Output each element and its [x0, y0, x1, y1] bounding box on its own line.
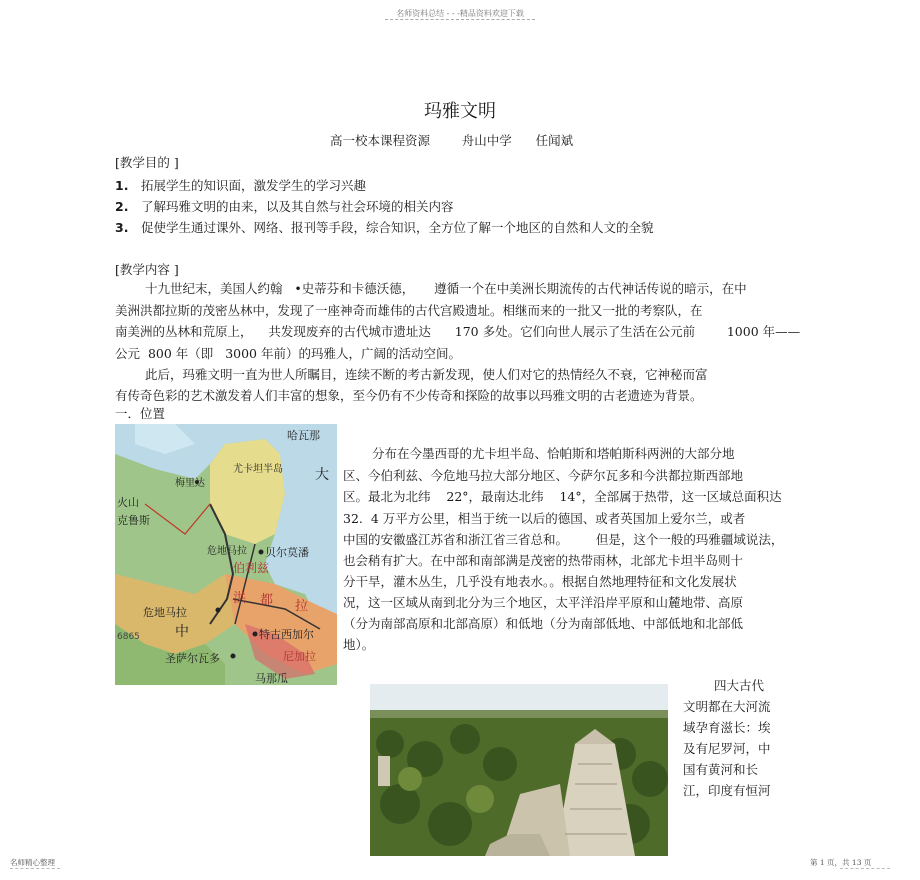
side-text-line: 域孕育滋长：埃	[683, 720, 771, 735]
paragraph-line: 美洲洪都拉斯的茂密丛林中，发现了一座神奇而雄伟的古代宫殿遗址。相继而来的一批又一批的考察队，在	[115, 303, 703, 318]
footer-divider	[840, 868, 890, 869]
objective-item	[115, 218, 654, 236]
header-divider	[385, 19, 535, 20]
map-graphic	[115, 424, 337, 685]
map-label: 梅里达	[175, 478, 205, 489]
map-label: 伯利兹	[233, 561, 270, 575]
objective-number: 2.	[115, 199, 129, 214]
objective-item	[115, 176, 366, 194]
paragraph-line: 区、今伯利兹、今危地马拉大部分地区、今萨尔瓦多和今洪都拉斯西部地	[343, 468, 744, 483]
paragraph-line: 南美洲的丛林和荒原上， 共发现废弃的古代城市遗址达 170 多处。它们向世人展示了生活在公元前 1000 年——	[115, 324, 801, 339]
map-label: 危地马拉	[143, 606, 187, 619]
map-label: 哈瓦那	[287, 429, 320, 442]
map-label: 马那瓜	[255, 672, 288, 685]
paragraph-line: 分干旱，灌木丛生，几乎没有地表水。。根据自然地理特征和文化发展状	[343, 574, 737, 589]
side-text-line: 文明都在大河流	[683, 699, 771, 714]
paragraph-line: 公元 800 年（即 3000 年前）的玛雅人，广阔的活动空间。	[115, 346, 461, 361]
map-label: 都	[260, 593, 274, 608]
paragraph-line: 中国的安徽盛江苏省和浙江省三省总和。 但是，这个一般的玛雅疆域说法，	[343, 532, 784, 547]
paragraph-line: （分为南部高原和北部高原）和低地（分为南部低地、中部低地和北部低	[343, 616, 744, 631]
objective-item	[115, 197, 454, 215]
objective-text: 拓展学生的知识面，激发学生的学习兴趣	[141, 178, 367, 193]
side-text-line: 江，印度有恒河	[683, 783, 771, 798]
paragraph-line: 区。最北为北纬 22°，最南达北纬 14°，全部属于热带，这一区域总面积达	[343, 489, 782, 504]
objective-number: 3.	[115, 220, 129, 235]
map-image	[115, 424, 337, 685]
paragraph-line: 此后，玛雅文明一直为世人所瞩目，连续不断的考古新发现，使人们对它的热情经久不衰，它神秘而富	[145, 367, 708, 382]
map-label: 克鲁斯	[117, 514, 150, 527]
map-label: 6865	[117, 632, 140, 642]
objective-number: 1.	[115, 178, 129, 193]
map-label: 圣萨尔瓦多	[165, 652, 220, 665]
map-label: 中	[175, 624, 189, 640]
map-label: 贝尔莫潘	[265, 546, 309, 559]
map-label: 火山	[117, 496, 139, 509]
objectives-heading: [教学目的 ]	[115, 155, 179, 170]
side-text-line: 四大古代	[714, 678, 765, 693]
map-label: 尼加拉	[283, 650, 316, 663]
paragraph-line: 十九世纪末，美国人约翰 •史蒂芬和卡德沃德， 遵循一个在中美洲长期流传的古代神话传说的暗示，在中	[145, 281, 747, 296]
paragraph-line: 地）。	[343, 637, 375, 652]
section-heading: 一．位置	[115, 406, 166, 421]
paragraph-line: 况，这一区域从南到北分为三个地区，太平洋沿岸平原和山麓地带、高原	[343, 595, 744, 610]
paragraph-line: 32. 4 万平方公里，相当于统一以后的德国、或者英国加上爱尔兰，或者	[343, 511, 746, 526]
document-title: 玛雅文明	[424, 101, 496, 122]
map-label: 大	[315, 467, 329, 483]
content-heading: [教学内容 ]	[115, 262, 179, 277]
footer-divider	[10, 868, 60, 869]
map-label: 尤卡坦半岛	[233, 464, 283, 475]
footer-page-number: 第 1 页，共 13 页	[810, 858, 872, 867]
paragraph-line: 有传奇色彩的艺术激发着人们丰富的想象，至今仍有不少传奇和探险的故事以玛雅文明的古老遗迹为背景。	[115, 388, 703, 403]
footer-left: 名师精心整理	[10, 858, 55, 867]
document-subtitle: 高一校本课程资源 舟山中学 任闻斌	[330, 133, 574, 148]
objective-text: 了解玛雅文明的由来，以及其自然与社会环境的相关内容	[141, 199, 454, 214]
objective-text: 促使学生通过课外、网络、报刊等手段，综合知识，全方位了解一个地区的自然和人文的全貌	[141, 220, 654, 235]
map-label: 洪	[233, 591, 247, 606]
map-label: 特古西加尔	[259, 628, 314, 641]
paragraph-line: 分布在今墨西哥的尤卡坦半岛、恰帕斯和塔帕斯科两洲的大部分地	[372, 446, 735, 461]
side-text-line: 国有黄河和长	[683, 762, 759, 777]
map-label: 拉	[295, 599, 309, 614]
side-text-line: 及有尼罗河，中	[683, 741, 771, 756]
ruins-graphic	[370, 684, 668, 856]
map-label: 危地马拉	[207, 546, 247, 557]
paragraph-line: 也会稍有扩大。在中部和南部满是茂密的热带雨林，北部尤卡坦半岛则十	[343, 553, 744, 568]
page-header: 名师资料总结 - - -精品资料欢迎下载	[396, 9, 524, 18]
ruins-photo	[370, 684, 668, 856]
